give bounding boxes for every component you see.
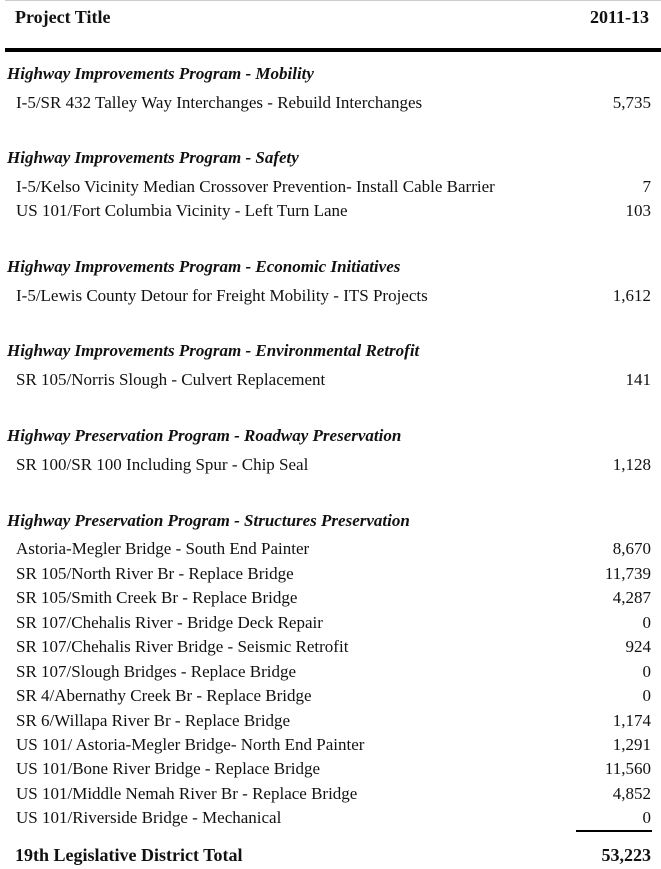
project-amount: 4,852 bbox=[612, 784, 651, 803]
project-amount: 103 bbox=[625, 201, 651, 220]
table-row bbox=[0, 564, 661, 588]
table-row bbox=[0, 370, 661, 394]
total-divider bbox=[576, 830, 652, 832]
total-amount: 53,223 bbox=[601, 845, 651, 865]
project-name: SR 107/Slough Bridges - Replace Bridge bbox=[16, 662, 297, 681]
column-header-year: 2011-13 bbox=[589, 7, 649, 27]
table-row bbox=[0, 613, 661, 637]
section-title: Highway Preservation Program - Roadway Preservation bbox=[7, 426, 402, 445]
project-amount: 1,291 bbox=[612, 735, 651, 754]
project-amount: 0 bbox=[642, 662, 651, 681]
section-title: Highway Improvements Program - Economic Initiatives bbox=[7, 257, 401, 276]
project-amount: 1,174 bbox=[612, 711, 651, 730]
project-amount: 924 bbox=[625, 637, 651, 656]
project-name: SR 4/Abernathy Creek Br - Replace Bridge bbox=[16, 686, 312, 705]
project-name: US 101/Riverside Bridge - Mechanical bbox=[16, 808, 282, 827]
project-name: I-5/Kelso Vicinity Median Crossover Prevention- Install Cable Barrier bbox=[16, 177, 495, 196]
project-amount: 1,612 bbox=[612, 286, 651, 305]
table-row bbox=[0, 735, 661, 759]
project-amount: 7 bbox=[642, 177, 651, 196]
header-divider bbox=[5, 48, 661, 52]
project-amount: 8,670 bbox=[612, 539, 651, 558]
project-name: SR 107/Chehalis River Bridge - Seismic Retrofit bbox=[16, 637, 349, 656]
table-row bbox=[0, 286, 661, 310]
project-name: I-5/Lewis County Detour for Freight Mobility - ITS Projects bbox=[16, 286, 428, 305]
section-title: Highway Improvements Program - Mobility bbox=[7, 64, 314, 83]
project-name: US 101/ Astoria-Megler Bridge- North End Painter bbox=[16, 735, 365, 754]
table-row bbox=[0, 455, 661, 479]
project-name: SR 6/Willapa River Br - Replace Bridge bbox=[16, 711, 291, 730]
table-row bbox=[0, 539, 661, 563]
project-name: SR 100/SR 100 Including Spur - Chip Seal bbox=[16, 455, 309, 474]
section-title: Highway Improvements Program - Safety bbox=[7, 148, 299, 167]
project-amount: 1,128 bbox=[612, 455, 651, 474]
table-row bbox=[0, 93, 661, 117]
table-row bbox=[0, 201, 661, 225]
project-name: SR 107/Chehalis River - Bridge Deck Repair bbox=[16, 613, 323, 632]
project-name: US 101/Fort Columbia Vicinity - Left Turn Lane bbox=[16, 201, 348, 220]
table-header bbox=[0, 0, 661, 36]
project-amount: 5,735 bbox=[612, 93, 651, 112]
section-title: Highway Improvements Program - Environmental Retrofit bbox=[7, 341, 420, 360]
project-amount: 0 bbox=[642, 613, 651, 632]
project-name: US 101/Bone River Bridge - Replace Bridge bbox=[16, 759, 321, 778]
column-header-project-title: Project Title bbox=[15, 7, 111, 27]
project-name: US 101/Middle Nemah River Br - Replace Bridge bbox=[16, 784, 358, 803]
project-amount: 4,287 bbox=[612, 588, 651, 607]
project-name: SR 105/Norris Slough - Culvert Replacement bbox=[16, 370, 326, 389]
table-row bbox=[0, 588, 661, 612]
section-title: Highway Preservation Program - Structures Preservation bbox=[7, 511, 410, 530]
table-row bbox=[0, 759, 661, 783]
table-row bbox=[0, 637, 661, 661]
table-row bbox=[0, 808, 661, 832]
project-name: SR 105/Smith Creek Br - Replace Bridge bbox=[16, 588, 298, 607]
project-name: Astoria-Megler Bridge - South End Painter bbox=[16, 539, 310, 558]
project-amount: 0 bbox=[642, 808, 651, 827]
project-name: SR 105/North River Br - Replace Bridge bbox=[16, 564, 294, 583]
table-row bbox=[0, 711, 661, 735]
table-row bbox=[0, 686, 661, 710]
table-row bbox=[0, 784, 661, 808]
district-total-row bbox=[0, 845, 661, 869]
table-row bbox=[0, 177, 661, 201]
project-amount: 141 bbox=[625, 370, 651, 389]
project-amount: 11,739 bbox=[604, 564, 651, 583]
project-amount: 0 bbox=[642, 686, 651, 705]
project-amount: 11,560 bbox=[604, 759, 651, 778]
table-row bbox=[0, 662, 661, 686]
total-label: 19th Legislative District Total bbox=[15, 845, 243, 865]
project-name: I-5/SR 432 Talley Way Interchanges - Rebuild Interchanges bbox=[16, 93, 423, 112]
